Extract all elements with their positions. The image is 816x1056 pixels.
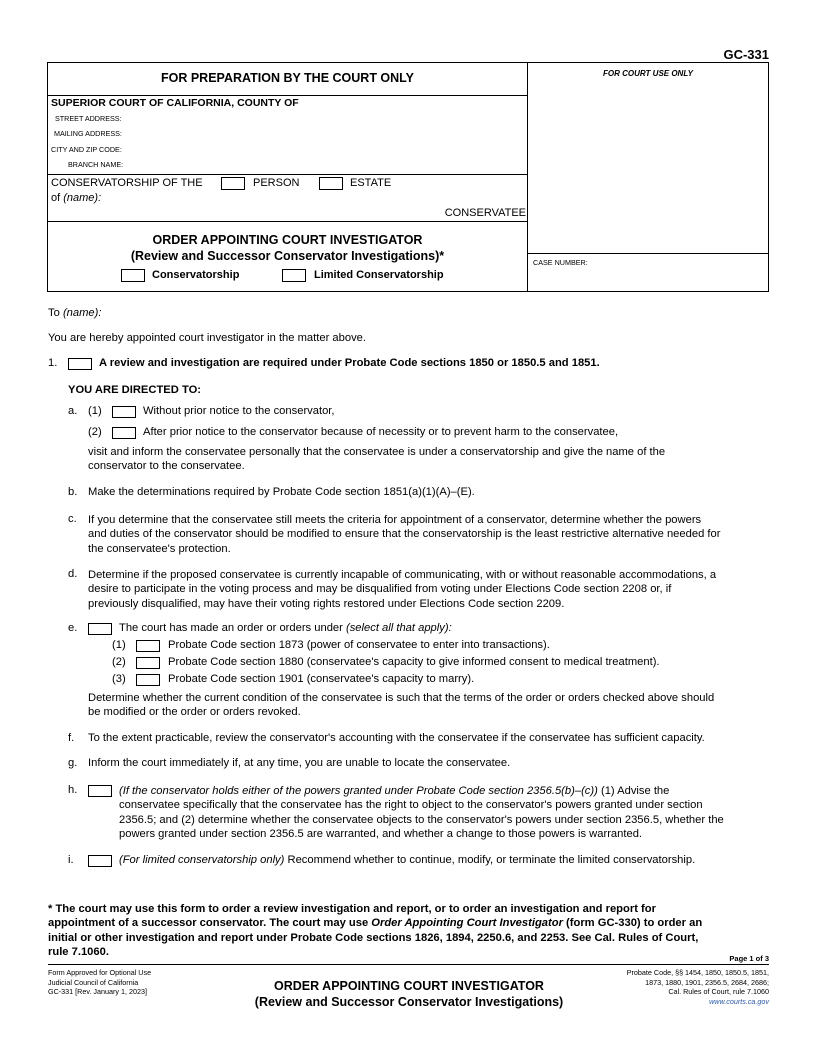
d-text [88,568,716,611]
e1-text: Probate Code section 1873 (power of conservatee to enter into transactions). [168,639,550,651]
e2-checkbox[interactable] [136,657,160,669]
city-zip-label: CITY AND ZIP CODE: [51,145,122,154]
of-label: of [51,192,61,204]
footer-right [627,968,769,1006]
footnote-part: (form GC-330) to order an [566,917,703,930]
footer-left-line: GC-331 [Rev. January 1, 2023] [48,987,147,997]
h-line-1: (1) Advise the [600,785,670,797]
e-text-italic: (select all that apply): [345,622,452,634]
footer-right-line: Probate Code, §§ 1454, 1850, 1850.5, 1851, [626,968,769,977]
h-line [119,784,724,798]
limited-conservatorship-checkbox[interactable] [282,269,306,282]
e-text-main: The court has made an order or orders under [119,622,343,634]
f-text: To the extent practicable, review the conservator's accounting with the conservatee if the conservatee has sufficient capacity. [88,732,705,744]
to-label: To [48,307,60,319]
footnote-line: * The court may use this form to order a review investigation and report, or to order an investigation and report for [48,903,656,915]
i-text-main: Recommend whether to continue, modify, or terminate the limited conservatorship. [287,854,696,866]
person-label: PERSON [253,177,300,189]
footer-title-line: (Review and Successor Conservator Investigations) [254,995,564,1009]
form-subtitle: (Review and Successor Conservator Investigations)* [130,249,445,263]
c-text [88,513,720,556]
footnote [48,902,770,959]
h-label: h. [68,784,78,796]
c-line: If you determine that the conservatee still meets the criteria for appointment of a conservator, determine whether the powers [88,514,702,526]
name-label: (name): [63,192,102,204]
g-text: Inform the court immediately if, at any time, you are unable to locate the conservatee. [88,757,511,769]
h-text [119,784,724,841]
conservatee-label: CONSERVATEE [444,207,526,219]
d-line: previously disqualified, may have their voting rights restored under Elections Code section 2209. [88,597,565,610]
c-line: and duties of the conservator should be modified to ensure that the conservatorship is the least restrictive alternative needed for [88,528,721,541]
conservatorship-checkbox[interactable] [121,269,145,282]
e3-checkbox[interactable] [136,674,160,686]
f-label: f. [68,732,75,744]
a2-checkbox[interactable] [112,427,136,439]
page-number: Page 1 of 3 [729,954,769,963]
court-use-label: FOR COURT USE ONLY [603,69,693,78]
branch-name-label: BRANCH NAME: [68,160,124,169]
a2-text: After prior notice to the conservator because of necessity or to prevent harm to the conservatee, [143,426,619,438]
h-line: powers granted under section 2356.5 are warranted, and whether a change to those powers is warranted. [119,827,643,840]
h-italic: (If the conservator holds either of the powers granted under Probate Code section 2356.5(b)–(c)) [119,785,598,797]
courts-website-link[interactable]: www.courts.ca.gov [709,996,769,1006]
mailing-address-label: MAILING ADDRESS: [54,129,122,138]
d-line: Determine if the proposed conservatee is currently incapable of communicating, with or without reasonable accommodations, a [88,569,717,581]
footer-title [200,978,618,1010]
e3-text: Probate Code section 1901 (conservatee's capacity to marry). [168,673,475,685]
to-line [48,307,101,319]
footer-left [48,968,151,997]
h-line: conservatee specifically that the conservatee has the right to object to the conservator's powers granted under section [119,799,703,812]
h-line: 2356.5; and (2) determine whether the conservatee objects to the conservator's powers under section 2356.5, whether the [119,813,724,826]
prep-title: FOR PREPARATION BY THE COURT ONLY [160,71,415,85]
appointed-text: You are hereby appointed court investigator in the matter above. [48,332,367,344]
c-line: the conservatee's protection. [88,542,231,555]
i-text [119,854,695,866]
a2-number: (2) [88,426,102,438]
e-label: e. [68,622,78,634]
a1-text: Without prior notice to the conservator, [143,405,335,417]
item1-text: A review and investigation are required under Probate Code sections 1850 or 1850.5 and 1851. [99,357,600,369]
footer-right-line: Cal. Rules of Court, rule 7.1060 [668,987,769,997]
c-label: c. [68,513,77,525]
item1-number: 1. [48,357,58,369]
estate-checkbox[interactable] [319,177,343,190]
footer-left-line: Judicial Council of California [48,977,139,987]
person-checkbox[interactable] [221,177,245,190]
footnote-line: initial or other investigation and report under Probate Code sections 1826, 1894, 2250.6, and 2253. See Cal. Rules of Court, [48,931,699,944]
g-label: g. [68,757,78,769]
estate-label: ESTATE [350,177,392,189]
a1-number: (1) [88,405,102,417]
footer-right-line: 1873, 1880, 1901, 2356.5, 2684, 2686; [645,977,769,987]
footnote-part: appointment of a successor conservator. The court may use [48,917,369,930]
e1-number: (1) [112,639,126,651]
form-number: GC-331 [723,47,769,62]
e-continuation [88,691,714,720]
b-label: b. [68,486,78,498]
footer-title-line: ORDER APPOINTING COURT INVESTIGATOR [274,979,544,993]
e-cont-line: be modified or the order or orders revoked. [88,706,301,719]
a1-checkbox[interactable] [112,406,136,418]
form-title: ORDER APPOINTING COURT INVESTIGATOR [152,233,423,247]
a-cont-line: conservator to the conservatee. [88,460,245,473]
e3-number: (3) [112,673,126,685]
footnote-line [48,916,770,930]
item1-checkbox[interactable] [68,358,92,370]
d-label: d. [68,568,78,580]
a-label: a. [68,405,78,417]
footnote-line: rule 7.1060. [48,945,109,958]
h-checkbox[interactable] [88,785,112,797]
court-name-label: SUPERIOR COURT OF CALIFORNIA, COUNTY OF [51,97,299,109]
directed-heading: YOU ARE DIRECTED TO: [68,384,202,396]
e1-checkbox[interactable] [136,640,160,652]
e-cont-line: Determine whether the current condition of the conservatee is such that the terms of the order or orders checked above should [88,692,715,704]
to-name-label: (name): [62,307,102,319]
e-text [119,622,452,634]
limited-conservatorship-option: Limited Conservatorship [314,269,444,281]
case-number-label: CASE NUMBER: [533,258,588,267]
d-line: desire to participate in the voting process and may be disqualified from voting under Elections Code section 2208 or, if [88,583,672,596]
conservatorship-option: Conservatorship [152,269,240,281]
a-continuation [88,445,665,474]
footer-left-line: Form Approved for Optional Use [48,968,152,977]
conservatorship-of-label: CONSERVATORSHIP OF THE [51,177,203,189]
b-text: Make the determinations required by Probate Code section 1851(a)(1)(A)–(E). [88,486,475,498]
i-label: i. [68,854,74,866]
of-name-label [51,192,101,204]
e2-text: Probate Code section 1880 (conservatee's capacity to give informed consent to medical treatment). [168,656,660,668]
i-italic: (For limited conservatorship only) [119,854,285,866]
i-checkbox[interactable] [88,855,112,867]
a-cont-line: visit and inform the conservatee personally that the conservatee is under a conservatorship and give the name of the [88,446,666,458]
footnote-italic: Order Appointing Court Investigator [371,917,563,930]
e2-number: (2) [112,656,126,668]
e-checkbox[interactable] [88,623,112,635]
street-address-label: STREET ADDRESS: [55,114,122,123]
